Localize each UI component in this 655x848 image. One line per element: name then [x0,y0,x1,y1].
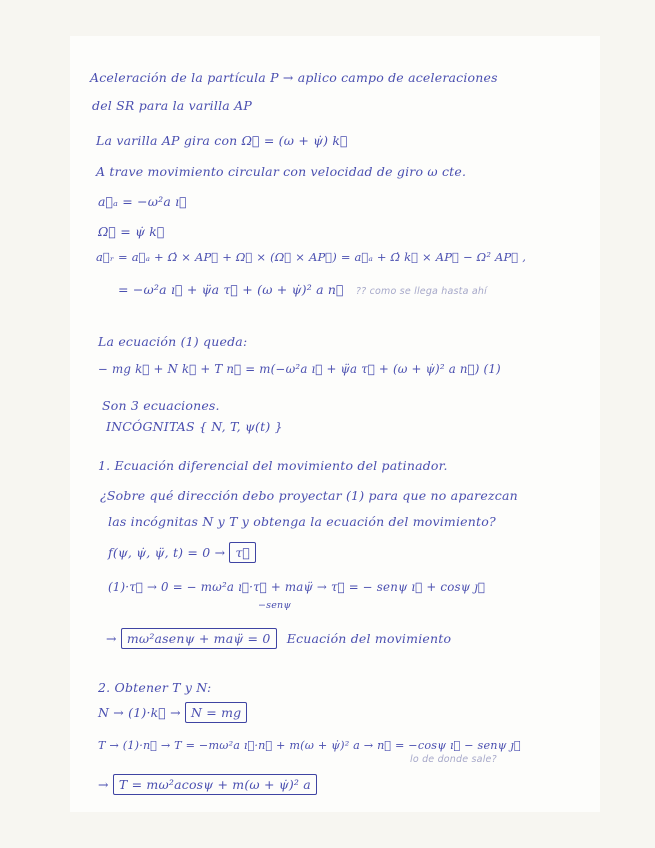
normal-projection: N → (1)·k⃗ → [98,705,181,720]
omega-line: Ω⃗ = ψ̇ k⃗ [98,224,165,239]
circular-motion-line: A trave movimiento circular con velocidad de giro ω cte. [96,164,467,179]
equation-of-motion-label: Ecuación del movimiento [286,631,452,646]
margin-note-source: lo de donde sale? [410,754,497,765]
relative-acceleration-line: a⃗ᵣ = a⃗ₐ + Ω̇ × AP⃗ + Ω⃗ × (Ω⃗ × AP⃗) = a⃗ₐ + Ω̇ k⃗ × AP⃗ − Ω² AP⃗ , [96,250,527,264]
margin-note-question: ?? como se llega hasta ahí [355,286,487,297]
function-expression: f(ψ, ψ̇, ψ̈, t) = 0 → [108,545,226,560]
equation-of-motion-line [106,628,451,649]
equation-intro-line: La ecuación (1) queda: [98,334,248,349]
rotation-vector-line: La varilla AP gira con Ω⃗ = (ω + ψ̇) k⃗ [96,133,348,148]
heading-line-1: Aceleración de la partícula P → aplico campo de aceleraciones [90,70,498,85]
tension-result-box: T = mω²acosψ + m(ω + ψ̇)² a [113,774,317,795]
tau-box: τ⃗ [229,542,256,563]
question-line-2: las incógnitas N y T y obtenga la ecuación del movimiento? [108,514,496,529]
arrow-symbol: → [106,631,117,646]
normal-force-box: N = mg [185,702,247,723]
heading-line-2: del SR para la varilla AP [92,98,252,113]
tension-projection-line: T → (1)·n⃗ → T = −mω²a ı⃗·n⃗ + m(ω + ψ̇)² a → n⃗ = −cosψ ı⃗ − senψ ȷ⃗ [98,739,521,752]
drag-acceleration-line: a⃗ₐ = −ω²a ı⃗ [98,194,187,209]
arrow-symbol-2: → [98,777,109,792]
section-2-heading: 2. Obtener T y N: [98,680,212,695]
section-1-heading: 1. Ecuación diferencial del movimiento del patinador. [98,458,448,473]
unknowns-line: INCÓGNITAS { N, T, ψ(t) } [106,419,283,434]
equation-of-motion-box: mω²asenψ + maψ̈ = 0 [121,628,277,649]
question-line-1: ¿Sobre qué dirección debo proyectar (1) para que no aparezcan [100,488,518,503]
normal-force-line [98,702,247,723]
tension-result-line [98,774,317,795]
acceleration-result-line [118,282,487,299]
projection-tau-line: (1)·τ⃗ → 0 = − mω²a ı⃗·τ⃗ + maψ̈ → τ⃗ = − senψ ı⃗ + cosψ ȷ⃗ [108,580,486,594]
equation-1-line: − mg k⃗ + N k⃗ + T n⃗ = m(−ω²a ı⃗ + ψ̈a τ⃗ + (ω + ψ̇)² a n⃗) (1) [98,362,501,376]
acceleration-result: = −ω²a ı⃗ + ψ̈a τ⃗ + (ω + ψ̇)² a n⃗ [118,282,344,297]
function-line [108,542,256,563]
projection-sub-note: −senψ [258,600,292,611]
three-equations-line: Son 3 ecuaciones. [102,398,220,413]
